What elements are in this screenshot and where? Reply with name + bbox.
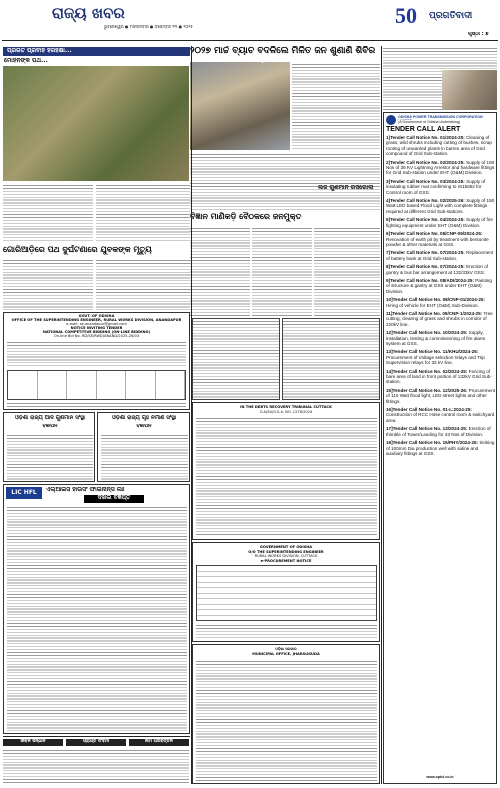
- optcl-tender-item: [386, 426, 495, 437]
- govt-tender-footer: [7, 401, 186, 409]
- ad-left-sub: ବିଜ୍ଞାପନ: [42, 424, 58, 429]
- govt-cuttack-head2: O/O THE SUPERINTENDING ENGINEER: [248, 549, 324, 554]
- optcl-name: ODISHA POWER TRANSMISSION CORPORATION: [398, 115, 483, 119]
- licfl-title: ଏଲ୍ଆଇସି ହାଉସିଂ ଫାଇନାନ୍ସ ଲିଃ: [46, 487, 125, 493]
- optcl-tender-no: 10]Tender Call Notice No. 08/CNP-01/2024-25:: [386, 297, 485, 303]
- govt-cuttack-head4: e-PROCUREMENT NOTICE: [260, 558, 312, 563]
- optcl-tender-desc: Procurement of Voltage selection relays and Trip Supervision relays for 33 kV line.: [386, 354, 485, 366]
- optcl-tender-no: 11]Tender Call Notice No. 09/CNP-1/2024-25:: [386, 310, 484, 316]
- govt-tender-head3: e-mail: se.anandapur@gmail.com: [66, 322, 127, 326]
- optcl-tender-no: 12]Tender Call Notice No. 10/2024-25:: [386, 330, 469, 336]
- optcl-tender-desc: Sinking of 100mm Dia production well with saline and auxiliary fittings at GSS.: [386, 440, 495, 456]
- optcl-tender-no: 5]Tender Call Notice No. 04/2024-25:: [386, 217, 467, 223]
- ad-mid-sub: ବିଜ୍ଞାପନ: [136, 424, 152, 429]
- optcl-tender-item: [386, 388, 495, 404]
- optcl-tender-no: 2]Tender Call Notice No. 02/2024-25:: [386, 159, 467, 165]
- govt-tender-head5: NATIONAL COMPETITIVE BIDDING (ON-LINE BIDDING): [42, 330, 151, 334]
- optcl-tender-desc: Cleaning of grass, wild shrubs including cutting of bushes, scrap rooting of unwanted plants in barren area of Grid compound of Grid Sub-station.: [386, 135, 492, 157]
- optcl-tender-no: 8]Tender Call Notice No. 07/2024-25:: [386, 264, 467, 270]
- ad-mid: [97, 412, 190, 482]
- optcl-tender-desc: Tree cutting, clearing of grass and shrubs in corridor of 220kV line.: [386, 310, 493, 327]
- optcl-tender-desc: Hiring of vehicle for EHT (O&M) Sub-Division.: [386, 302, 479, 308]
- story-a-photo: [3, 66, 189, 181]
- section-title: ରାଜ୍ୟ ଖବର: [52, 5, 125, 22]
- story-e-body: [190, 226, 250, 316]
- govt-tender-table: [7, 370, 186, 400]
- optcl-tender-item: [386, 135, 495, 157]
- col-rule-1: [191, 46, 192, 784]
- story-e-body-2: [252, 226, 312, 316]
- optcl-tender-item: [386, 369, 495, 385]
- logo-name: ପ୍ରଗତିବାଦୀ: [429, 11, 473, 21]
- optcl-website[interactable]: www.optcl.co.in: [426, 775, 454, 779]
- municipal-body: [196, 659, 377, 781]
- optcl-tender-desc: Supply of 150 Watt LED based Flood Light with complete fittings required at different Grid Sub-stations.: [386, 198, 495, 214]
- story-c-body-2: [96, 258, 190, 310]
- story-c-title: ଗୋରିଆଡ଼ିରେ ପଥ ଦୁର୍ଘଟଣାରେ ଯୁବକଙ୍କ ମୃତ୍ୟୁ: [3, 245, 152, 254]
- licfl-logo: LIC HFL: [6, 487, 42, 499]
- optcl-tender-no: 9]Tender Call Notice No. 08/ADI/2024-25:: [386, 277, 476, 283]
- govt-tender-head4: NOTICE INVITING TENDER: [70, 326, 123, 330]
- govt-cuttack-head3: RURAL WORKS DIVISION, CUTTACK: [254, 554, 318, 558]
- story-right-body: [262, 62, 263, 63]
- story-d-title: ଲିଜି ଗୁଣମାନ ରସଗୋଲା: [318, 185, 374, 191]
- govt-tender-head2: OFFICE OF THE SUPERINTENDING ENGINEER, RURAL WORKS DIVISION, ANANDAPUR: [11, 318, 182, 322]
- optcl-tender-item: [386, 311, 495, 327]
- optcl-tender-no: 13]Tender Call Notice No. 11/KHU/2024-25:: [386, 349, 479, 355]
- optcl-tender-item: [386, 349, 495, 365]
- govt-tender-head1: GOVT. OF ODISHA: [78, 314, 115, 318]
- optcl-tender-no: 17]Tender Call Notice No. 13/2024-25:: [386, 426, 469, 432]
- classified-c2: ପ୍ରାପ୍ତି ସଂବାଦ: [66, 739, 126, 746]
- govt-cuttack-footer: [196, 623, 377, 639]
- optcl-tender-desc: Erection of thimble of Tower/Landing for 33 Nos of Division.: [386, 426, 491, 437]
- municipal-notice: [192, 644, 380, 784]
- tribunal-body: [196, 416, 377, 537]
- optcl-tender-item: [386, 407, 495, 423]
- optcl-tender-no: 16]Tender Call Notice No. 01-L:2024-25:: [386, 407, 472, 413]
- optcl-tender-no: 4]Tender Call Notice No. 02/2025-26:: [386, 198, 467, 204]
- section-banner: [2, 3, 320, 30]
- optcl-tender-no: 14]Tender Call Notice No. 02/2024-25:: [386, 368, 469, 374]
- optcl-tender-no: 7]Tender Call Notice No. 07/2024-25:: [386, 250, 467, 256]
- logo: [395, 3, 495, 29]
- municipal-head2: MUNICIPAL OFFICE, JHARSUGUDA: [252, 652, 320, 656]
- ad-left: [3, 412, 95, 482]
- ad-left-body: [7, 433, 93, 480]
- optcl-tender-desc: Supply, installation, testing & commissioning of fire alarm system at GSS.: [386, 330, 486, 346]
- optcl-tender-desc: Procurement of 110 Watt flood light, LED street lights and other fittings.: [386, 387, 495, 404]
- classified-c1: ଜୀବନ ସନ୍ଧାନ: [3, 739, 63, 746]
- optcl-tender-no: 6]Tender Call Notice No. 05/CNP-09/2024-25:: [386, 231, 483, 237]
- optcl-tender-desc: Supply of insulating rubber mat confirming to IS15652 for Control room of GSS.: [386, 178, 486, 195]
- date-line: ଭୁବନେଶ୍ୱର ● ମଙ୍ଗଳବାର ● ଡିସେମ୍ବର ୨୩ ● ୨୦୨୫: [104, 25, 193, 29]
- optcl-tender-item: [386, 198, 495, 214]
- right-story-photo: [442, 70, 497, 110]
- optcl-tender-desc: Renovation of earth pit by treatment with bentonite powder & other materials at GSS.: [386, 236, 489, 247]
- govt-cuttack-table: [196, 565, 377, 621]
- tribunal-head1: IN THE DEBTS RECOVERY TRIBUNAL CUTTACK: [240, 405, 332, 409]
- masthead-rule: [2, 40, 498, 41]
- classified-c3: ନାମ ପରିବର୍ତ୍ତନ: [129, 739, 189, 746]
- story-b-photo: [190, 62, 290, 150]
- tribunal-head2: O.A/SA/O.S.A. NO. 1276/2024: [259, 410, 313, 414]
- optcl-tender-desc: Painting of structure & gantry at GSS under EHT (O&M) Division.: [386, 277, 492, 294]
- classified-body: [3, 748, 189, 783]
- municipal-head1: ଓଡ଼ିଶା ସରକାର: [275, 647, 297, 651]
- optcl-tender-desc: Supply of fire fighting equipment under EHT (O&M) Division.: [386, 217, 493, 228]
- optcl-tender-desc: Replacement of battery bank at Grid Sub-station.: [386, 250, 494, 261]
- masthead: [0, 0, 500, 46]
- center-small-ads: [192, 318, 280, 400]
- story-a-title-bar: [3, 47, 190, 56]
- optcl-tender-item: [386, 231, 495, 247]
- story-e-body-3: [314, 226, 380, 316]
- optcl-tender-item: [386, 250, 495, 261]
- center-small-ads-2: [282, 318, 380, 400]
- govt-cuttack-head1: GOVERNMENT OF ODISHA: [259, 545, 313, 549]
- optcl-tender-no: 15]Tender Call Notice No. 12/2025-26:: [386, 387, 469, 393]
- ad-left-title: ଓଡ଼ିଶା ରାଜ୍ୟ ଆଦି ଗୁଣମାନ ସଂସ୍ଥା: [15, 415, 85, 421]
- ad-mid-title: ଓଡ଼ିଶା ରାଜ୍ୟ ଗୃହ ନିର୍ମାଣ ସଂସ୍ଥା: [111, 415, 177, 421]
- optcl-notice: [383, 112, 497, 784]
- govt-cuttack-notice: [192, 542, 380, 642]
- optcl-tender-desc: Construction of RCC Hose control room & switchyard area.: [386, 412, 495, 423]
- optcl-tender-item: [386, 264, 495, 275]
- licfl-sub: ଦଖଲ ବିଜ୍ଞପ୍ତି: [84, 495, 144, 503]
- optcl-tender-item: [386, 330, 495, 346]
- licfl-notice: [3, 484, 190, 734]
- optcl-tender-item: [386, 297, 495, 308]
- govt-tender-anandapur: [3, 312, 190, 410]
- optcl-tender-item: [386, 217, 495, 228]
- optcl-tender-no: 18]Tender Call Notice No. 15/PHY/2024-25:: [386, 440, 480, 446]
- optcl-tender-list: [386, 135, 495, 775]
- tribunal-notice: [192, 402, 380, 540]
- optcl-tender-desc: Supply of 150 Nos of 36 KV Lightning Arrestor and hardware fittings for Grid Sub-station under EHT (O&M) Division.: [386, 159, 495, 176]
- optcl-tender-no: 1]Tender Call Notice No. 01/2024-25:: [386, 135, 467, 140]
- classified-strip: [3, 736, 190, 784]
- optcl-tender-desc: Fencing of bare area of land in front portion of 132kV Grid Sub-station.: [386, 368, 492, 385]
- optcl-tender-item: [386, 160, 495, 176]
- story-e-title: ବିଜ୍ଞାନ ମାଣିକଡ଼ି ବୈଠକରେ ଜନମୁକ୍ତ: [190, 212, 302, 221]
- page-label: ପୃଷ୍ଠା : ୭: [468, 32, 489, 37]
- licfl-body: [7, 505, 187, 731]
- story-a-body: [3, 183, 93, 243]
- story-c-body: [3, 258, 93, 310]
- story-a-body-2: [96, 183, 190, 243]
- optcl-logo-icon: [386, 115, 396, 125]
- optcl-tender-item: [386, 179, 495, 195]
- optcl-tender-no: 3]Tender Call Notice No. 03/2024-25:: [386, 178, 467, 184]
- govt-tender-head6: On-line Bid No. RD/SE/RWD/ANAND/2025-26/03: [53, 334, 140, 338]
- optcl-tender-desc: Erection of gantry & bus bar arrangement at 132/33kV GSS.: [386, 264, 489, 275]
- optcl-sub: (A Government of Odisha Undertaking): [398, 120, 461, 124]
- story-a-kicker: ମୋହନଙ୍କ ପଥ...: [4, 58, 48, 64]
- logo-number: 50: [395, 3, 417, 28]
- optcl-tender-item: [386, 278, 495, 294]
- col-rule-2: [381, 46, 382, 784]
- optcl-heading: TENDER CALL ALERT: [386, 126, 461, 133]
- govt-tender-body: [7, 340, 186, 368]
- story-a-title: ପ୍ରଗତି ପ୍ରବାହ ହରିହିକ୍ଷା...: [7, 48, 72, 54]
- story-b-title: ୨୦୨୭ ମାର୍ଚ୍ଚ ବ୍ୟାଚ ବଦଳିଲେ ମିଳିତ ଜନ ଶୁଣାଣି ଶିବିର: [190, 46, 376, 56]
- ad-mid-body: [101, 433, 188, 480]
- optcl-tender-item: [386, 440, 495, 456]
